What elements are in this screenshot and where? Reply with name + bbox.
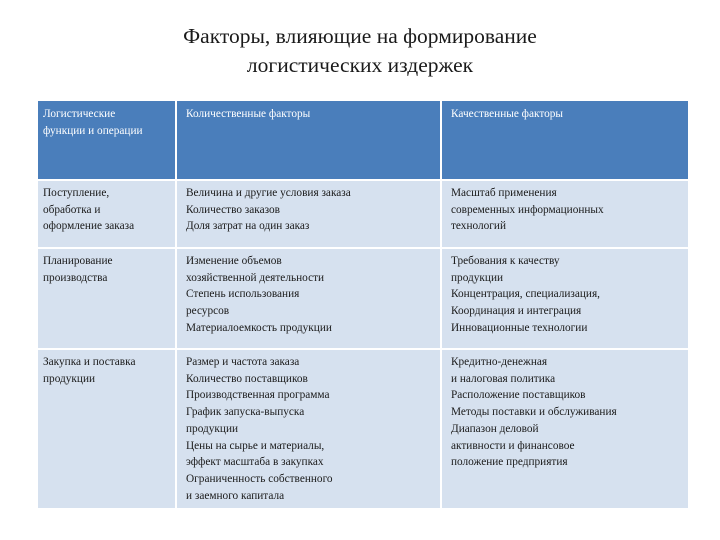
slide-title-line-1: Факторы, влияющие на формирование (183, 24, 537, 48)
cell-text-line: Закупка и поставка (43, 356, 136, 368)
header-cell-qualitative (442, 101, 688, 179)
header-cell-functions (38, 101, 175, 179)
cell-text-line: Координация и интеграция (451, 305, 582, 318)
cell-text-line: Количество поставщиков (186, 372, 308, 385)
cell-text-line: положение предприятия (451, 456, 568, 469)
cell-text-line: технологий (451, 220, 507, 233)
cell-text-line: продукции (451, 271, 504, 284)
cell-text-line: Производственная программа (186, 389, 330, 402)
cell-text-line: Изменение объемов (186, 255, 282, 267)
table-header-row (38, 101, 688, 179)
cell-text-line: Требования к качеству (451, 255, 560, 267)
cell-text-line: хозяйственной деятельности (186, 271, 325, 284)
slide-title (0, 22, 720, 80)
cell-text-line: обработка и (43, 203, 101, 216)
slide-title-line-2: логистических издержек (246, 53, 474, 77)
cell-text-line: Методы поставки и обслуживания (451, 406, 617, 419)
header-text-line: Логистические (43, 108, 116, 120)
table-cell-quantitative (177, 350, 440, 508)
table-cell-quantitative (177, 181, 440, 247)
header-cell-quantitative (177, 101, 440, 179)
cell-text-line: Размер и частота заказа (186, 356, 300, 368)
cell-text-line: Расположение поставщиков (451, 389, 586, 402)
cell-text-line: Количество заказов (186, 203, 280, 216)
cell-text-line: Ограниченность собственного (186, 472, 333, 485)
cell-text-line: Масштаб применения (451, 187, 557, 199)
cell-text-line: Цены на сырье и материалы, (186, 439, 325, 452)
table-cell-qualitative (442, 181, 688, 247)
cell-text-line: График запуска-выпуска (186, 406, 305, 419)
header-text-line: функции и операции (43, 124, 143, 137)
cell-text-line: Концентрация, специализация, (451, 288, 600, 301)
cell-text-line: и заемного капитала (186, 489, 285, 502)
table-cell-quantitative (177, 249, 440, 348)
cell-text-line: Кредитно-денежная (451, 356, 548, 368)
cell-text-line: Степень использования (186, 288, 300, 301)
cell-text-line: Величина и другие условия заказа (186, 187, 351, 199)
table-row (38, 249, 688, 348)
cell-text-line: Материалоемкость продукции (186, 321, 332, 334)
cell-text-line: Диапазон деловой (451, 422, 539, 435)
cell-text-line: эффект масштаба в закупках (186, 456, 324, 469)
factors-table (36, 99, 690, 510)
cell-text-line: продукции (186, 422, 239, 435)
cell-text-line: активности и финансовое (451, 439, 575, 452)
table-cell-function (38, 181, 175, 247)
cell-text-line: современных информационных (451, 203, 604, 216)
cell-text-line: оформление заказа (43, 220, 135, 233)
cell-text-line: продукции (43, 372, 96, 385)
cell-text-line: и налоговая политика (451, 372, 556, 385)
header-text-line: Количественные факторы (186, 108, 311, 120)
table-cell-function (38, 350, 175, 508)
table-row (38, 350, 688, 508)
cell-text-line: производства (43, 271, 108, 284)
cell-text-line: Поступление, (43, 187, 110, 199)
table-row (38, 181, 688, 247)
header-text-line: Качественные факторы (451, 108, 564, 120)
table-cell-qualitative (442, 249, 688, 348)
table-cell-function (38, 249, 175, 348)
cell-text-line: Планирование (43, 255, 113, 267)
table-cell-qualitative (442, 350, 688, 508)
cell-text-line: Инновационные технологии (451, 321, 588, 334)
cell-text-line: Доля затрат на один заказ (186, 220, 310, 233)
cell-text-line: ресурсов (186, 305, 230, 318)
